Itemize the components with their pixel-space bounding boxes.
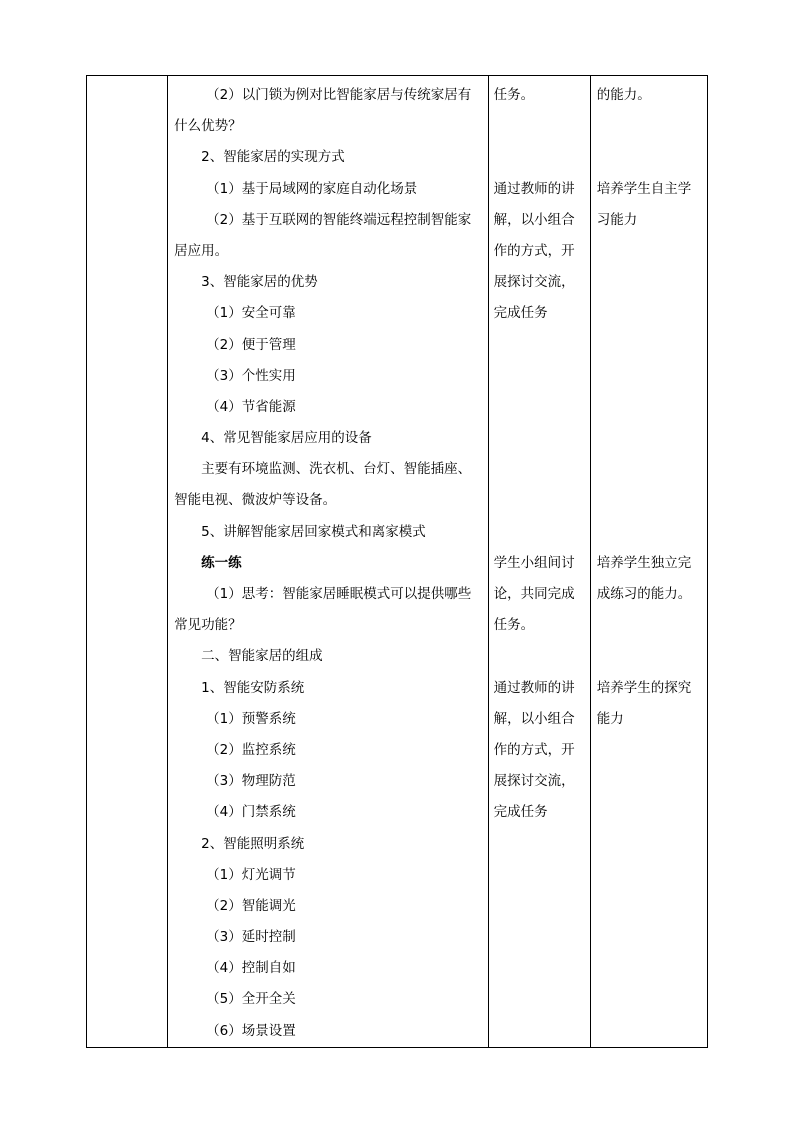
goal-line: 培养学生的探究 bbox=[596, 679, 692, 696]
content-line: （3）个性实用 bbox=[206, 367, 296, 384]
content-line: 3、智能家居的优势 bbox=[201, 274, 318, 291]
cell-spacer bbox=[597, 610, 704, 672]
content-line: 居应用。 bbox=[174, 242, 229, 259]
content-line: （3）延时控制 bbox=[206, 929, 296, 946]
content-line: （3）物理防范 bbox=[206, 773, 296, 790]
content-line: （1）思考：智能家居睡眠模式可以提供哪些 bbox=[206, 586, 472, 602]
content-line: （2）便于管理 bbox=[206, 336, 296, 353]
content-line: 2、智能照明系统 bbox=[201, 835, 305, 852]
method-line: 展探讨交流， bbox=[493, 773, 575, 790]
cell-spacer bbox=[597, 111, 704, 173]
teaching-method-cell bbox=[488, 76, 590, 1048]
content-line: （2）智能调光 bbox=[206, 897, 296, 914]
cell-spacer bbox=[494, 111, 587, 173]
content-line: 5、讲解智能家居回家模式和离家模式 bbox=[201, 523, 426, 540]
content-line: （4）控制自如 bbox=[206, 960, 296, 977]
content-line: （4）节省能源 bbox=[206, 398, 296, 415]
cell-spacer bbox=[494, 641, 587, 672]
content-line: （5）全开全关 bbox=[206, 991, 296, 1008]
method-line: 展探讨交流， bbox=[493, 274, 575, 291]
method-line: 作的方式，开 bbox=[493, 242, 575, 259]
content-line: （1）灯光调节 bbox=[206, 866, 296, 883]
goal-line: 培养学生独立完 bbox=[596, 554, 692, 571]
method-line: 学生小组间讨 bbox=[493, 554, 575, 571]
content-line: （1）预警系统 bbox=[206, 710, 296, 727]
teaching-content-cell bbox=[168, 76, 489, 1048]
goal-line: 培养学生自主学 bbox=[596, 180, 692, 197]
content-line: （1）安全可靠 bbox=[206, 305, 296, 322]
teaching-method-lines bbox=[494, 80, 587, 829]
goal-line: 能力 bbox=[596, 710, 624, 727]
content-line: （1）基于局域网的家庭自动化场景 bbox=[206, 180, 418, 197]
content-line: （2）监控系统 bbox=[206, 741, 296, 758]
content-line: （2）基于互联网的智能终端远程控制智能家 bbox=[206, 211, 472, 228]
content-line: 二、智能家居的组成 bbox=[201, 648, 323, 665]
content-line: （2）以门锁为例对比智能家居与传统家居有 bbox=[206, 87, 472, 103]
method-line: 作的方式，开 bbox=[493, 742, 575, 759]
method-line: 完成任务 bbox=[493, 804, 548, 821]
method-line: 任务。 bbox=[493, 617, 535, 634]
content-line: 1、智能安防系统 bbox=[201, 679, 305, 696]
content-line: 智能电视、微波炉等设备。 bbox=[174, 492, 337, 509]
teaching-content-lines bbox=[174, 80, 482, 1047]
method-line: 通过教师的讲 bbox=[493, 180, 575, 197]
content-line: （6）场景设置 bbox=[206, 1022, 296, 1039]
content-line: 什么优势？ bbox=[174, 118, 242, 135]
goal-line: 习能力 bbox=[596, 211, 638, 228]
design-intent-cell bbox=[590, 76, 707, 1048]
cell-spacer bbox=[597, 236, 704, 548]
section-heading: 练一练 bbox=[201, 554, 242, 571]
empty-label-cell bbox=[87, 76, 168, 1048]
method-line: 任务。 bbox=[493, 87, 535, 103]
lesson-plan-table bbox=[86, 75, 708, 1048]
method-line: 论，共同完成 bbox=[493, 586, 575, 603]
content-line: 常见功能？ bbox=[174, 617, 242, 634]
content-line: 主要有环境监测、洗衣机、台灯、智能插座、 bbox=[201, 461, 472, 478]
cell-spacer bbox=[494, 330, 587, 548]
content-line: （4）门禁系统 bbox=[206, 804, 296, 821]
content-line: 2、智能家居的实现方式 bbox=[201, 149, 345, 166]
goal-line: 的能力。 bbox=[596, 87, 651, 103]
content-line: 4、常见智能家居应用的设备 bbox=[201, 430, 372, 447]
method-line: 解，以小组合 bbox=[493, 211, 575, 228]
method-line: 通过教师的讲 bbox=[493, 679, 575, 696]
goal-line: 成练习的能力。 bbox=[596, 586, 692, 603]
method-line: 解，以小组合 bbox=[493, 710, 575, 727]
design-intent-lines bbox=[597, 80, 704, 735]
table-row bbox=[87, 76, 708, 1048]
method-line: 完成任务 bbox=[493, 305, 548, 322]
